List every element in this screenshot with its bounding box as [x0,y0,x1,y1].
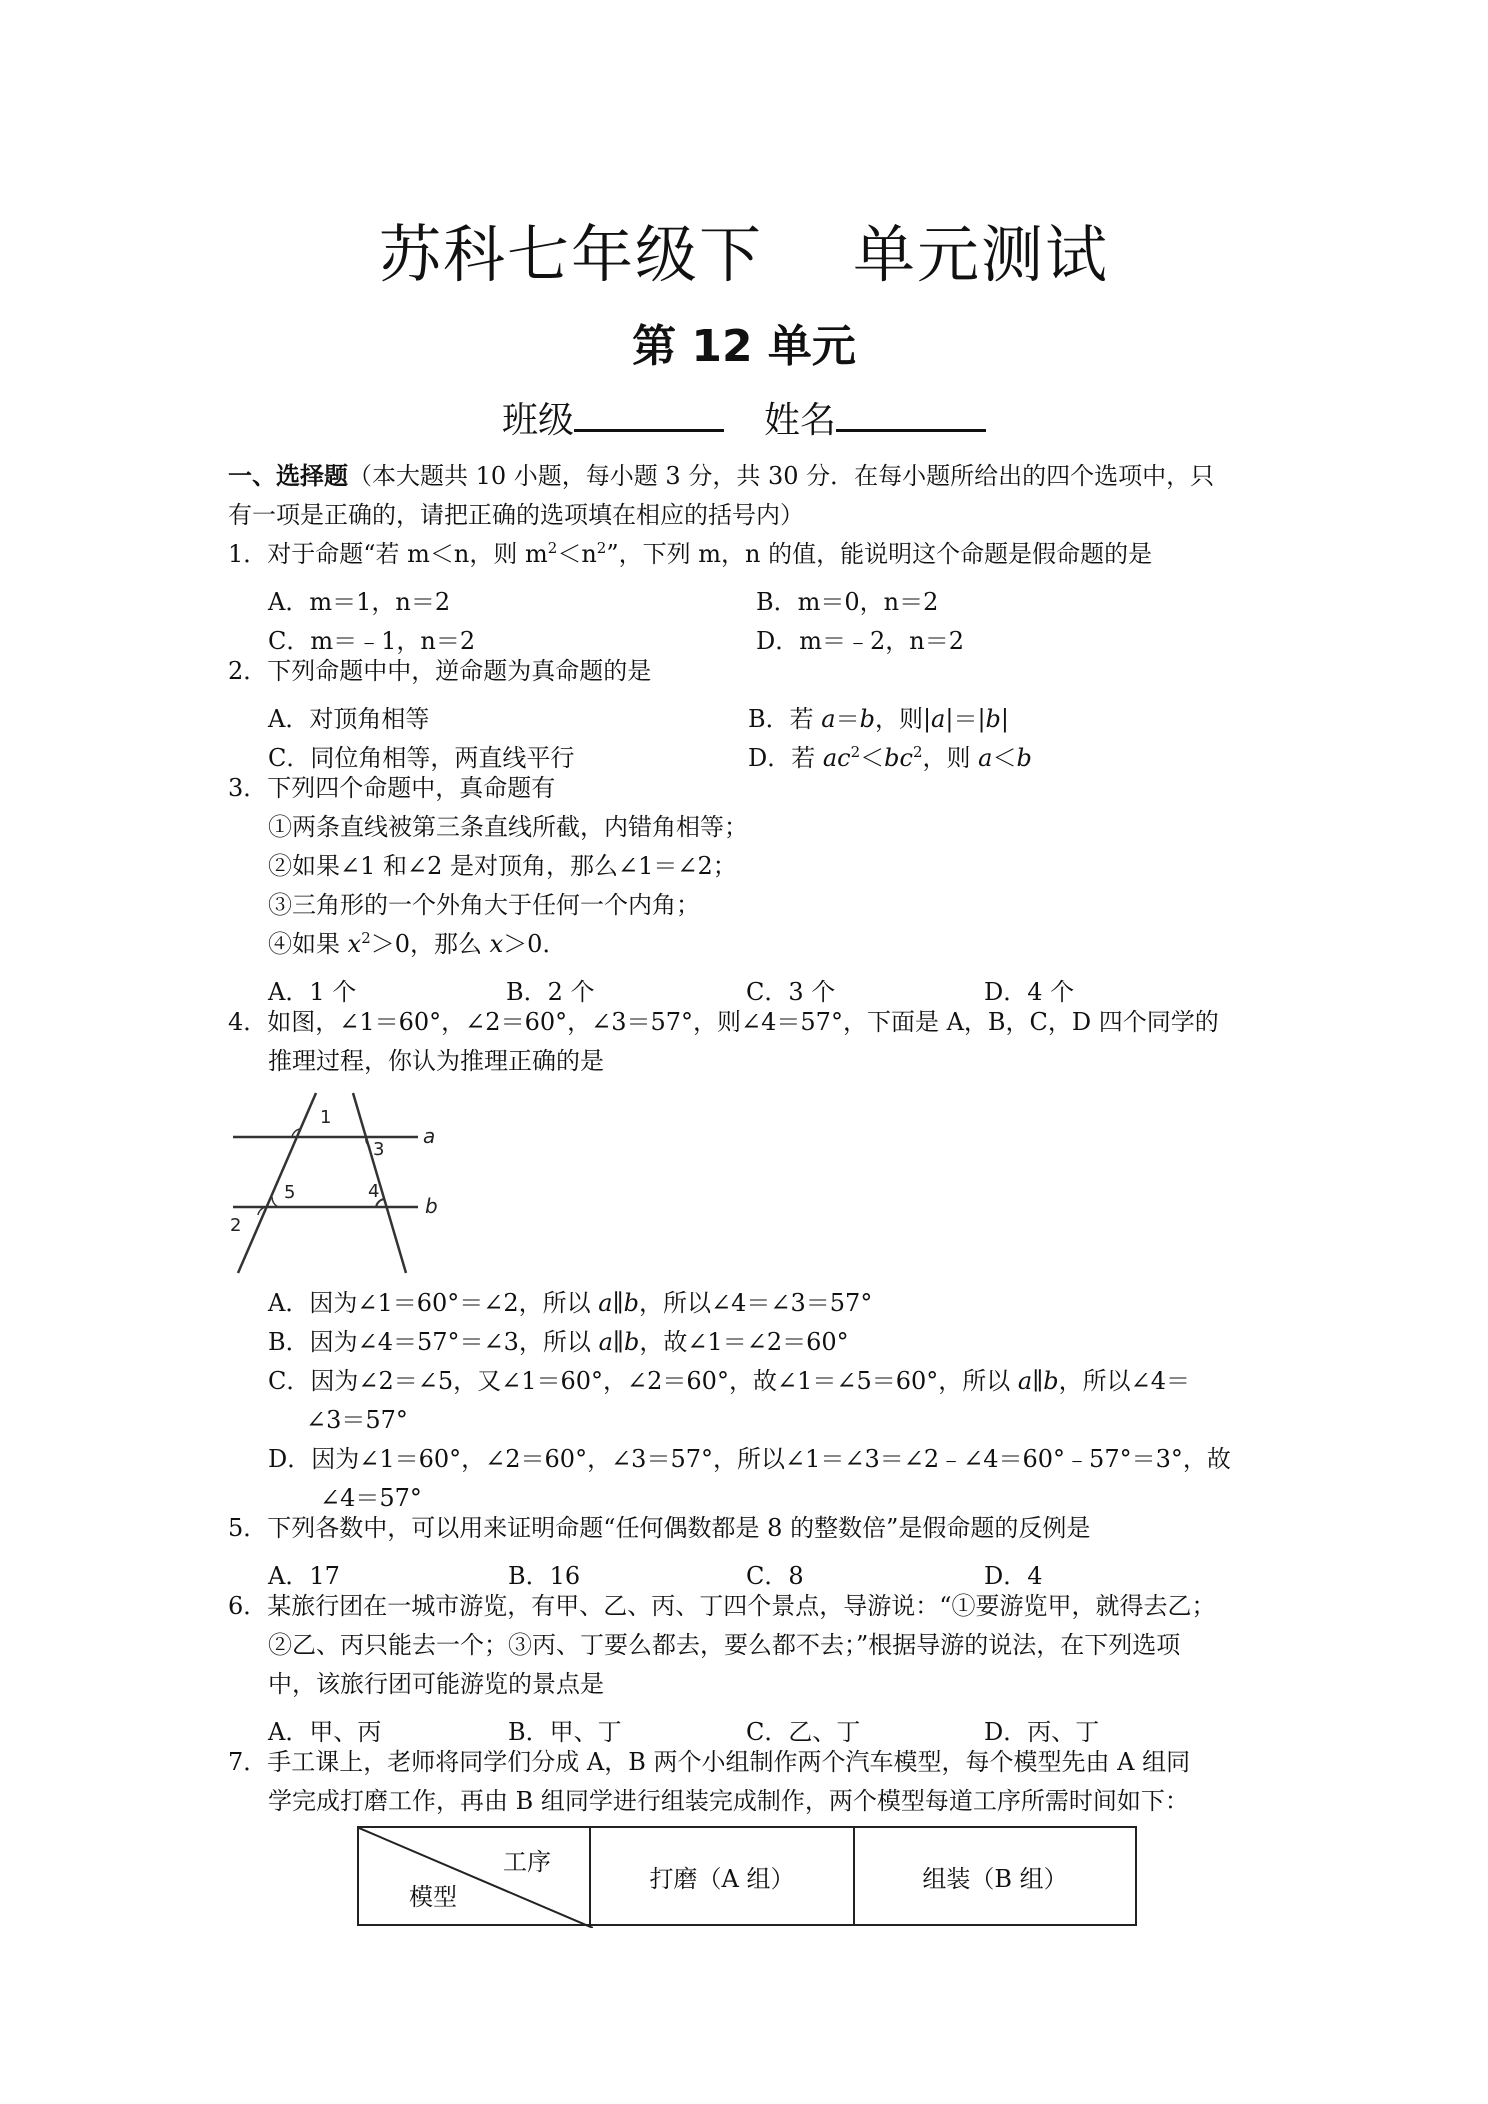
q2-b-b2: b [985,705,1001,733]
label-2: 2 [230,1215,242,1236]
q6-option-c[interactable]: C．乙、丁 [746,1718,861,1746]
q4-b-ab: a∥b [598,1328,640,1356]
q4-c-ab: a∥b [1017,1367,1059,1395]
q4-a-post: ，所以∠4＝∠3＝57° [639,1289,873,1317]
transversal-right [353,1093,406,1273]
process-time-table [357,1826,1137,1926]
q4-option-c[interactable] [268,1361,1190,1396]
q2-b-end: | [1000,705,1009,733]
q5-option-d[interactable]: D．4 [984,1562,1043,1590]
q2-option-d[interactable] [748,738,1032,773]
q4-a-ab: a∥b [598,1289,640,1317]
q4-option-b[interactable] [268,1322,849,1357]
q4-option-c-line2: ∠3＝57° [306,1406,408,1434]
q2-d-a: a [978,744,993,772]
q1-sup-2: 2 [596,539,607,557]
class-blank[interactable] [574,395,724,432]
q5-stem: 5．下列各数中，可以用来证明命题“任何偶数都是 8 的整数倍”是假命题的反例是 [228,1514,1091,1542]
q3-stem: 3．下列四个命题中，真命题有 [228,774,556,802]
title-right: 单元测试 [853,218,1110,291]
table-row [358,1827,1136,1925]
title-left: 苏科七年级下 [378,218,763,291]
q4-option-d-line2: ∠4＝57° [320,1484,422,1512]
q5-option-a[interactable]: A．17 [268,1562,340,1590]
q2-b-b: b [859,705,875,733]
q2-d-bc: bc [884,744,913,772]
q2-d-b: b [1016,744,1032,772]
q4-a-pre: A．因为∠1＝60°＝∠2，所以 [268,1289,599,1317]
class-label: 班级 [502,400,575,441]
q2-b-pre: B．若 [748,705,822,733]
section-desc-1: （本大题共 10 小题，每小题 3 分，共 30 分．在每小题所给出的四个选项中，只 [348,462,1215,490]
q1-stem-c: ”，下列 m，n 的值，能说明这个命题是假命题的是 [606,540,1153,568]
q1-sup-1: 2 [547,539,558,557]
section-desc-2: 有一项是正确的，请把正确的选项填在相应的括号内） [228,501,804,529]
q2-stem: 2．下列命题中中，逆命题为真命题的是 [228,657,652,685]
label-b: b [425,1194,438,1218]
q2-b-post: ，则| [874,705,932,733]
label-3: 3 [373,1139,385,1160]
q3-s4-x: x [347,930,362,958]
q2-b-a2: a [931,705,946,733]
q4-c-pre: C．因为∠2＝∠5，又∠1＝60°，∠2＝60°，故∠1＝∠5＝60°，所以 [268,1367,1018,1395]
q4-b-pre: B．因为∠4＝57°＝∠3，所以 [268,1328,599,1356]
q1-option-c[interactable]: C．m＝﹣1，n＝2 [268,627,476,655]
q7-line-1: 7．手工课上，老师将同学们分成 A，B 两个小组制作两个汽车模型，每个模型先由 A 组同 [228,1748,1191,1776]
label-5: 5 [284,1182,296,1203]
q3-statement-2: ②如果∠1 和∠2 是对顶角，那么∠1＝∠2； [268,852,737,880]
q2-d-pre: D．若 [748,744,823,772]
q5-option-b[interactable]: B．16 [508,1562,581,1590]
page-title [0,205,1488,294]
name-label: 姓名 [764,400,837,441]
label-1: 1 [320,1107,332,1128]
label-4: 4 [368,1181,380,1202]
unit-subtitle: 第 12 单元 [632,321,856,372]
q7-line-2: 学完成打磨工作，再由 B 组同学进行组装完成制作，两个模型每道工序所需时间如下： [268,1787,1189,1815]
q2-d-sup2: 2 [912,743,923,761]
q2-option-c[interactable]: C．同位角相等，两直线平行 [268,744,575,772]
q2-d-lt2: ＜ [992,744,1017,772]
q2-d-lt: ＜ [860,744,885,772]
section-heading-line [228,457,1214,495]
q1-option-a[interactable]: A．m＝1，n＝2 [268,588,451,616]
header-polish-a: 打磨（A 组） [590,1827,854,1925]
q3-option-a[interactable]: A．1 个 [268,978,357,1006]
parallel-lines-figure [228,1085,458,1275]
q2-b-mid: ＝ [835,705,860,733]
q4-option-a[interactable] [268,1283,872,1318]
q6-line-2: ②乙、丙只能去一个；③丙、丁要么都去，要么都不去；”根据导游的说法，在下列选项 [268,1631,1181,1659]
q3-option-d[interactable]: D．4 个 [984,978,1075,1006]
q6-option-b[interactable]: B．甲、丁 [508,1718,622,1746]
q2-d-post: ，则 [922,744,979,772]
q6-line-3: 中，该旅行团可能游览的景点是 [268,1670,604,1698]
q2-option-a[interactable]: A．对顶角相等 [268,705,430,733]
label-a: a [423,1124,436,1148]
section-heading: 一、选择题 [228,462,348,490]
q3-option-c[interactable]: C．3 个 [746,978,836,1006]
q1-stem [228,535,1152,573]
header-assemble-b: 组装（B 组） [854,1827,1136,1925]
q2-option-b[interactable] [748,699,1009,734]
q4-stem-1: 4．如图，∠1＝60°，∠2＝60°，∠3＝57°，则∠4＝57°，下面是 A，B，C，D 四个同学的 [228,1008,1219,1036]
corner-diagonal [359,1828,593,1928]
q1-option-b[interactable]: B．m＝0，n＝2 [756,588,939,616]
q1-stem-a: 1．对于命题“若 m＜n，则 m [228,540,548,568]
q2-d-sup1: 2 [850,743,861,761]
corner-label-model: 模型 [409,1883,457,1911]
q3-s4-end: ＞0． [503,930,567,958]
name-blank[interactable] [836,395,986,432]
class-name-row [502,392,986,443]
q1-option-d[interactable]: D．m＝﹣2，n＝2 [756,627,964,655]
transversal-left [238,1093,316,1273]
q4-c-post: ，所以∠4＝ [1058,1367,1191,1395]
q2-b-eq: |＝| [945,705,986,733]
q3-s4-x2: x [489,930,504,958]
q4-b-post: ，故∠1＝∠2＝60° [639,1328,849,1356]
q6-option-d[interactable]: D．丙、丁 [984,1718,1100,1746]
q3-option-b[interactable]: B．2 个 [506,978,595,1006]
table-corner-cell [358,1827,590,1925]
q3-s4-sup: 2 [361,929,371,947]
q3-statement-3: ③三角形的一个外角大于任何一个内角； [268,891,700,919]
corner-label-process: 工序 [503,1848,551,1876]
q2-d-ac: ac [822,744,851,772]
q3-s4-mid: ＞0，那么 [370,930,490,958]
q1-stem-b: ＜n [557,540,597,568]
q3-statement-4 [268,925,566,963]
q4-option-d[interactable]: D．因为∠1＝60°，∠2＝60°，∠3＝57°，所以∠1＝∠3＝∠2﹣∠4＝60°﹣57°＝3°，故 [268,1445,1231,1473]
q6-option-a[interactable]: A．甲、丙 [268,1718,382,1746]
q3-statement-1: ①两条直线被第三条直线所截，内错角相等； [268,813,748,841]
q4-stem-2: 推理过程，你认为推理正确的是 [268,1047,604,1075]
angle-5-arc [272,1197,278,1207]
q2-b-a: a [821,705,836,733]
q5-option-c[interactable]: C．8 [746,1562,804,1590]
q6-line-1: 6．某旅行团在一城市游览，有甲、乙、丙、丁四个景点，导游说：“①要游览甲，就得去乙； [228,1592,1216,1620]
q3-s4-pre: ④如果 [268,930,348,958]
